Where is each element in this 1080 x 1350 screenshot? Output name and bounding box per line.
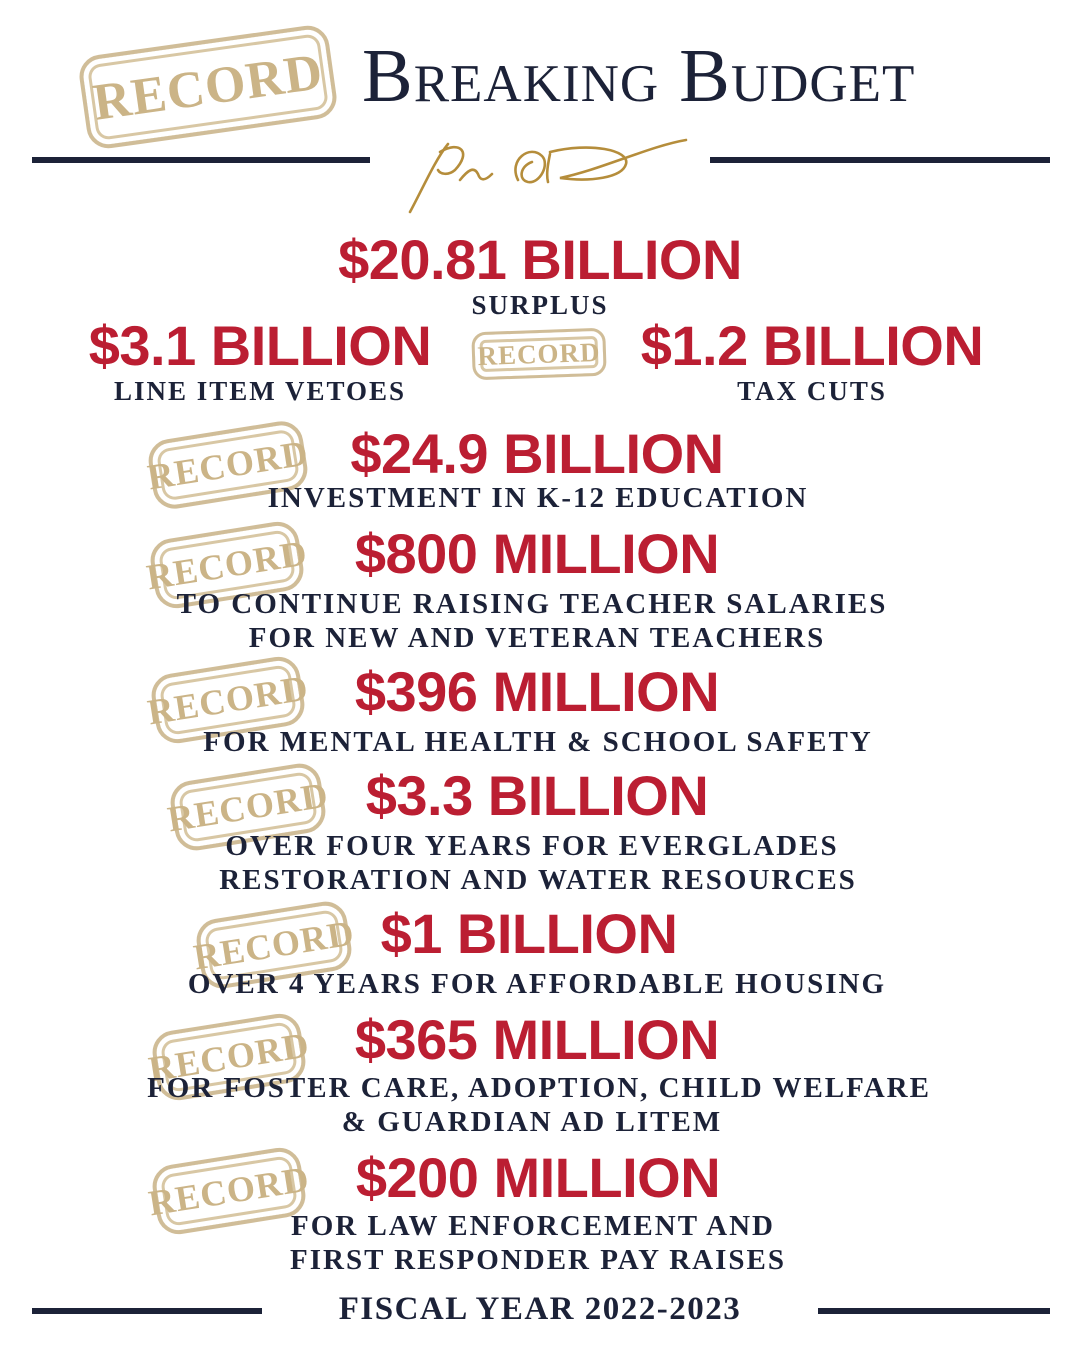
caption-affordable-housing: OVER 4 YEARS FOR AFFORDABLE HOUSING xyxy=(187,968,887,1000)
amount-line-item-vetoes: $3.1 BILLION xyxy=(88,314,432,377)
caption-k12-education: INVESTMENT IN K-12 EDUCATION xyxy=(267,482,809,514)
record-stamp-everglades: RECORD xyxy=(167,761,328,854)
record-stamp-housing: RECORD xyxy=(193,899,354,992)
record-stamp-law-enforcement: RECORD xyxy=(149,1145,308,1238)
caption-tax-cuts: TAX CUTS xyxy=(737,376,887,406)
caption-everglades-line2: RESTORATION AND WATER RESOURCES xyxy=(219,864,857,896)
caption-law-enforcement-line2: FIRST RESPONDER PAY RAISES xyxy=(290,1244,786,1276)
signature-icon xyxy=(400,130,690,220)
amount-affordable-housing: $1 BILLION xyxy=(380,902,678,965)
amount-foster-care: $365 MILLION xyxy=(354,1008,720,1071)
stamp-text: RECORD xyxy=(89,42,327,132)
record-stamp-header xyxy=(77,23,340,151)
footer-rule-right xyxy=(818,1308,1050,1314)
amount-mental-health: $396 MILLION xyxy=(354,660,720,723)
page-title: Breaking Budget xyxy=(362,34,916,118)
header-rule-right xyxy=(710,157,1050,163)
fiscal-year-footer: FISCAL YEAR 2022-2023 xyxy=(338,1291,742,1327)
caption-law-enforcement-line1: FOR LAW ENFORCEMENT AND xyxy=(290,1210,775,1242)
record-stamp-mental-health: RECORD xyxy=(148,654,307,747)
caption-teacher-salaries-line2: FOR NEW AND VETERAN TEACHERS xyxy=(248,622,826,654)
caption-teacher-salaries-line1: TO CONTINUE RAISING TEACHER SALARIES xyxy=(176,588,888,620)
caption-line-item-vetoes: LINE ITEM VETOES xyxy=(113,376,407,406)
amount-everglades: $3.3 BILLION xyxy=(365,764,709,827)
caption-foster-care-line1: FOR FOSTER CARE, ADOPTION, CHILD WELFARE xyxy=(147,1072,931,1104)
caption-foster-care-line2: & GUARDIAN AD LITEM xyxy=(341,1106,723,1138)
amount-teacher-salaries: $800 MILLION xyxy=(354,522,720,585)
record-stamp-middle: RECORD xyxy=(471,328,607,381)
amount-law-enforcement: $200 MILLION xyxy=(355,1146,721,1209)
header-rule-left xyxy=(32,157,370,163)
record-stamp-teachers: RECORD xyxy=(147,519,306,612)
amount-tax-cuts: $1.2 BILLION xyxy=(640,314,984,377)
caption-mental-health: FOR MENTAL HEALTH & SCHOOL SAFETY xyxy=(203,726,873,758)
amount-surplus: $20.81 BILLION xyxy=(338,228,742,291)
caption-surplus: SURPLUS xyxy=(471,290,609,320)
record-stamp-k12: RECORD xyxy=(145,418,310,512)
amount-k12-education: $24.9 BILLION xyxy=(350,422,724,485)
record-stamp-foster-care: RECORD xyxy=(149,1011,308,1104)
caption-everglades-line1: OVER FOUR YEARS FOR EVERGLADES xyxy=(225,830,839,862)
